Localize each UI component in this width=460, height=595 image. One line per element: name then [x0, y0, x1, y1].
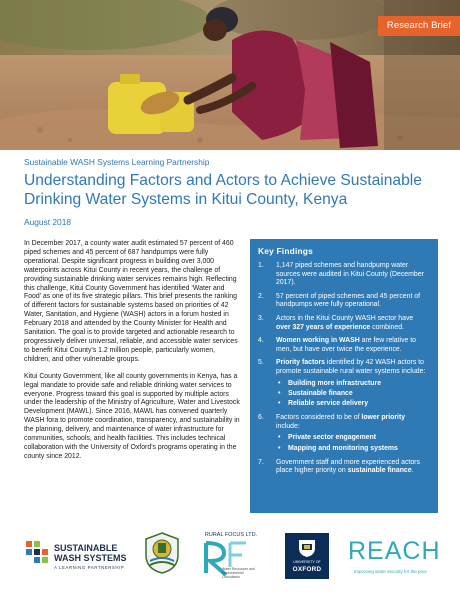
- priority-factors-list: [276, 379, 429, 410]
- key-findings-list: [258, 262, 429, 476]
- finding-item: [258, 337, 429, 354]
- body-paragraph: In December 2017, a county water audit estimated 57 percent of 460 piped schemes and 45 percent of 687 handpumps were fully operational. Despite significant progress in building over 3,000 waterpoints across Kitui County in recent years, the challenge of providing sustainable drinking water services remains high. Reflecting this challenge, Kitui County Government has identified ‘Water and Food’ as one of its five strategic pillars. This brief presents the ranking of different factors for sustainable systems based on priorities of 42 Water, Sanitation, and Hygiene (WASH) actors in a forum hosted in February 2018 and attended by the County Minister for Health and Sanitation. The goal is to provide targeted and actionable research to progressively deliver universal, reliable, and accessible water services to benefit Kitui County’s 1.2 million people, particularly women, children, and other vulnerable groups.: [24, 240, 238, 363]
- county-seal-icon: [142, 531, 182, 575]
- sws-name-line: SUSTAINABLE: [54, 543, 118, 553]
- bullet-item: • Reliable service delivery: [276, 399, 429, 409]
- finding-number: 3.: [258, 314, 264, 322]
- finding-item: [258, 359, 429, 409]
- oxford-top-text: UNIVERSITY OF: [293, 560, 321, 564]
- sws-tagline: A LEARNING PARTNERSHIP: [54, 565, 125, 570]
- rural-focus-tagline: Water Resources and Environmental Consultants: [222, 567, 255, 579]
- finding-text: Factors considered to be of: [276, 414, 362, 422]
- oxford-crest-icon: [297, 538, 317, 558]
- finding-text: include:: [276, 422, 300, 430]
- key-findings-title: Key Findings: [258, 246, 313, 256]
- bullet-item: • Mapping and monitoring systems: [276, 444, 429, 454]
- finding-number: 5.: [258, 359, 264, 367]
- finding-highlight: lower priority: [361, 414, 406, 422]
- finding-highlight: Women working in WASH: [276, 337, 360, 345]
- finding-highlight: over 327 years of experience: [276, 323, 371, 331]
- lower-priority-list: [276, 433, 429, 453]
- reach-tagline: Improving water security for the poor: [354, 569, 428, 574]
- reach-logo: [348, 537, 444, 577]
- series-label: Sustainable WASH Systems Learning Partnership: [24, 157, 210, 167]
- finding-item: [258, 293, 429, 310]
- hero-photo: [0, 0, 460, 150]
- finding-text: 57 percent of piped schemes and 45 percent of handpumps were fully operational.: [276, 292, 421, 309]
- bullet-item: • Private sector engagement: [276, 433, 429, 443]
- oxford-logo: [285, 533, 329, 579]
- finding-text: combined.: [370, 323, 404, 331]
- rural-focus-name: RURAL FOCUS LTD.: [204, 532, 258, 538]
- finding-highlight: sustainable finance: [347, 467, 412, 475]
- rural-focus-logo: [202, 533, 262, 579]
- finding-item: [258, 459, 429, 476]
- page-title: Understanding Factors and Actors to Achieve Sustainable Drinking Water Systems in Kitui County, Kenya: [24, 172, 422, 208]
- reach-name: REACH: [348, 537, 441, 565]
- research-brief-badge: Research Brief: [378, 16, 460, 36]
- finding-highlight: Priority factors: [276, 359, 326, 367]
- finding-item: [258, 315, 429, 332]
- finding-text: are few relative to men, but have over twice the experience.: [276, 337, 417, 353]
- sws-logo: [24, 539, 134, 573]
- key-findings-box: [250, 239, 438, 513]
- partner-logos: [0, 525, 460, 595]
- finding-text: 1,147 piped schemes and handpump water sources were audited in Kitui County (December 2017).: [276, 262, 424, 287]
- county-seal-logo: [142, 531, 182, 575]
- publication-date: August 2018: [24, 217, 72, 227]
- finding-text: .: [411, 467, 414, 475]
- finding-item: [258, 414, 429, 454]
- finding-text: Government staff and more experienced actors place higher priority on: [276, 458, 420, 475]
- finding-number: 7.: [258, 458, 264, 466]
- body-text: [24, 240, 242, 470]
- bullet-item: • Sustainable finance: [276, 389, 429, 399]
- sws-name-line: WASH SYSTEMS: [54, 553, 127, 563]
- oxford-name: OXFORD: [292, 566, 322, 573]
- sws-mark-icon: [24, 539, 52, 569]
- finding-number: 2.: [258, 292, 264, 300]
- finding-item: [258, 262, 429, 288]
- finding-text: identified by 42 WASH actors to promote sustainable rural water systems include:: [276, 359, 426, 375]
- sws-name: [54, 543, 127, 563]
- bullet-item: • Building more infrastructure: [276, 379, 429, 389]
- body-paragraph: Kitui County Government, like all county governments in Kenya, has a legal mandate to provide safe and reliable drinking water services to everyone. Progress toward this goal is supported by multiple actors under the leadership of the Ministry of Agriculture, Water and Livestock Development (MAWL). Since 2016, MAWL has convened quarterly WASH fora to promote coordination, transparency, and sustainability in the planning, delivery, and maintenance of water infrastructure for communities, schools, and health facilities. This includes technical collaboration with the University of Oxford’s programs operating in the county since 2012.: [24, 372, 240, 460]
- finding-number: 1.: [258, 262, 264, 269]
- finding-number: 6.: [258, 414, 264, 422]
- finding-text: Actors in the Kitui County WASH sector have: [276, 314, 414, 322]
- finding-number: 4.: [258, 337, 264, 345]
